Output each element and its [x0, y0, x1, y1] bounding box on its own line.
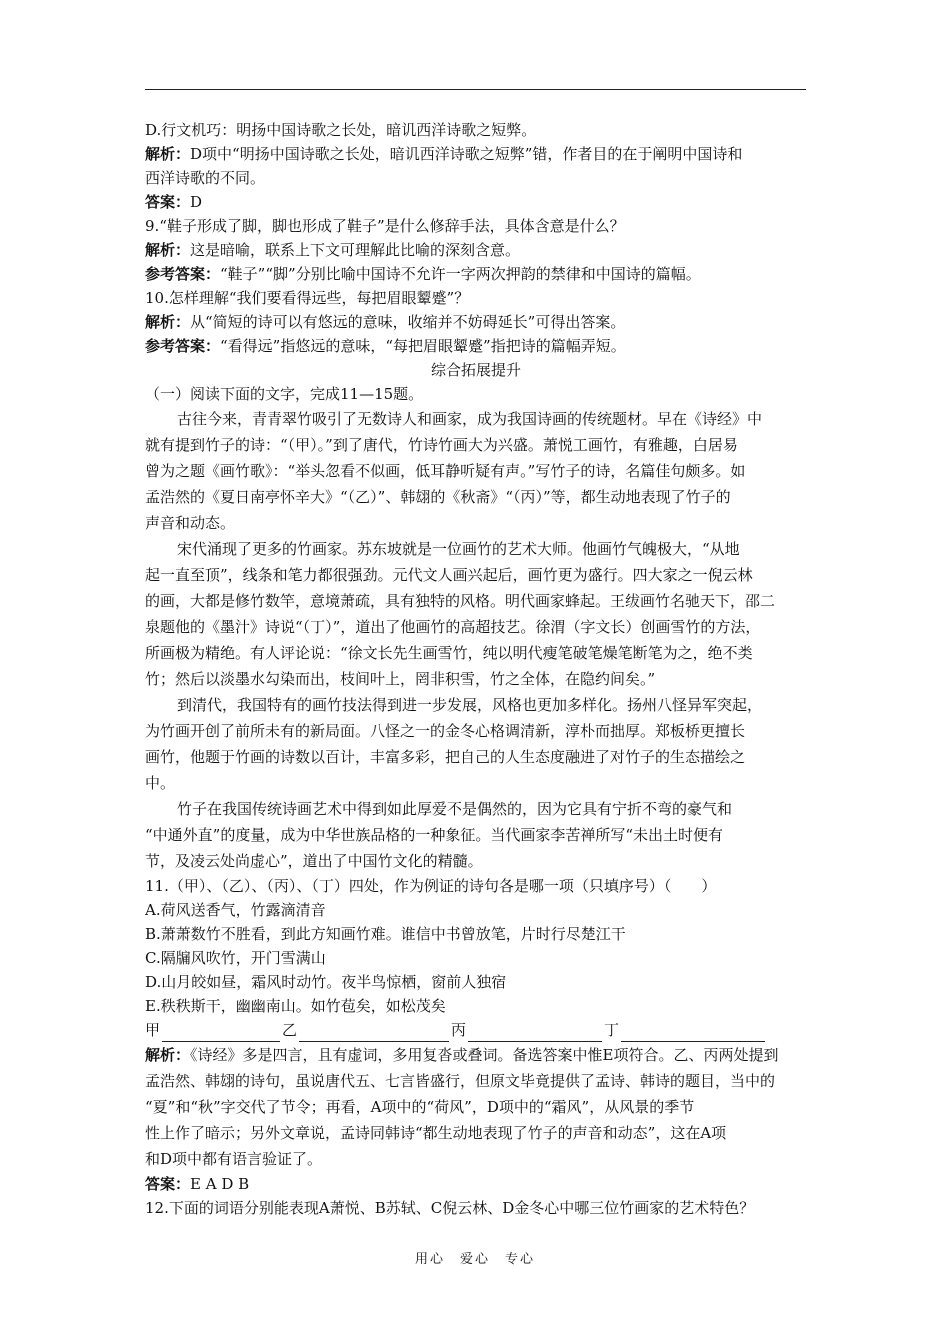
analysis-text: D项中“明扬中国诗歌之长处，暗讥西洋诗歌之短弊”错，作者目的在于阐明中国诗和	[190, 145, 743, 163]
question-11: 11.（甲）、（乙）、（丙）、（丁）四处，作为例证的诗句各是哪一项（只填序号）（ ）	[145, 877, 717, 895]
analysis-text: 从“简短的诗可以有悠远的意味，收缩并不妨碍延长”可得出答案。	[190, 313, 626, 331]
analysis-11-line: 和D项中都有语言验证了。	[145, 1150, 323, 1168]
option-c: C.隔牖风吹竹，开门雪满山	[145, 949, 326, 967]
ref-answer-label: 参考答案：	[145, 265, 221, 283]
answer-text: E A D B	[190, 1175, 250, 1193]
paragraph-line: 声音和动态。	[145, 514, 236, 532]
paragraph-1	[145, 406, 807, 536]
ref-answer-text: “鞋子”“脚”分别比喻中国诗不允许一字两次押韵的禁律和中国诗的篇幅。	[220, 265, 701, 283]
paragraph-line: 所画极为精绝。有人评论说：“徐文长先生画雪竹，纯以明代瘦笔破笔燥笔断笔为之，绝不类	[145, 644, 753, 662]
paragraph-line: 为竹画开创了前所未有的新局面。八怪之一的金冬心格调清新，淳朴而拙厚。郑板桥更擅长	[145, 722, 746, 740]
fill-label-yi: 乙	[282, 1021, 298, 1039]
ref-answer-9	[145, 262, 807, 286]
paragraph-line: 宋代涌现了更多的竹画家。苏东坡就是一位画竹的艺术大师。他画竹气魄极大，“从地	[177, 540, 740, 558]
section-title: 综合拓展提升	[430, 361, 521, 379]
blank-bing[interactable]	[468, 1023, 602, 1042]
paragraph-line: 孟浩然的《夏日南亭怀辛大》“（乙）”、韩翃的《秋斋》“（丙）”等，都生动地表现了竹子的	[145, 488, 731, 506]
paragraph-line: 画竹，他题于竹画的诗数以百计，丰富多彩，把自己的人生态度融进了对竹子的生态描绘之	[145, 748, 746, 766]
fill-label-ding: 丁	[604, 1021, 620, 1039]
fill-label-bing: 丙	[451, 1021, 467, 1039]
answer-11	[145, 1172, 807, 1196]
analysis-label: 解析：	[145, 241, 191, 259]
analysis-continued: 西洋诗歌的不同。	[145, 169, 266, 187]
paragraph-line: 中。	[145, 774, 176, 792]
paragraph-line: 古往今来，青青翠竹吸引了无数诗人和画家，成为我国诗画的传统题材。早在《诗经》中	[177, 410, 763, 428]
analysis-11	[145, 1042, 807, 1068]
blank-yi[interactable]	[299, 1023, 449, 1042]
question-12: 12.下面的词语分别能表现A萧悦、B苏轼、C倪云林、D金冬心中哪三位竹画家的艺术特色？	[145, 1199, 755, 1217]
analysis-text: 这是暗喻，联系上下文可理解此比喻的深刻含意。	[190, 241, 521, 259]
option-d-line: D.行文机巧：明扬中国诗歌之长处，暗讥西洋诗歌之短弊。	[145, 121, 537, 139]
paragraph-line: 起一直至顶”，线条和笔力都很强劲。元代文人画兴起后，画竹更为盛行。四大家之一倪云林	[145, 566, 753, 584]
paragraph-line: 的画，大都是修竹数竿，意境萧疏，具有独特的风格。明代画家蜂起。王绂画竹名驰天下，邵二	[145, 592, 776, 610]
header-rule	[145, 89, 806, 90]
analysis-9	[145, 238, 807, 262]
analysis-11-line: 孟浩然、韩翃的诗句，虽说唐代五、七言皆盛行，但原文毕竟提供了孟诗、韩诗的题目，当中的	[145, 1072, 776, 1090]
answer-label: 答案：	[145, 193, 191, 211]
option-b: B.萧萧数竹不胜看，到此方知画竹难。谁信中书曾放笔，片时行尽楚江干	[145, 925, 626, 943]
paragraph-line: “中通外直”的度量，成为中华世族品格的一种象征。当代画家李苦禅所写“未出土时便有	[145, 826, 724, 844]
paragraph-line: 泉题他的《墨汁》诗说“（丁）”，道出了他画竹的高超技艺。徐渭（字文长）创画雪竹的方法，	[145, 618, 761, 636]
paragraph-line: 竹；然后以淡墨水勾染而出，枝间叶上，罔非积雪，竹之全体，在隐约间矣。”	[145, 670, 656, 688]
paragraph-3	[145, 692, 807, 796]
page-footer: 用心 爱心 专心	[414, 1252, 535, 1267]
analysis-11-line: “夏”和“秋”字交代了节令；再看，A项中的“荷风”，D项中的“霜风”，从风景的季节	[145, 1098, 695, 1116]
analysis-label: 解析：	[145, 145, 191, 163]
paragraph-line: 节，及凌云处尚虚心”，道出了中国竹文化的精髓。	[145, 852, 483, 870]
answer-line	[145, 190, 807, 214]
analysis-11-line: 性上作了暗示；另外文章说，孟诗同韩诗“都生动地表现了竹子的声音和动态”，这在A项	[145, 1124, 727, 1142]
blank-ding[interactable]	[621, 1023, 765, 1042]
ref-answer-10	[145, 334, 807, 358]
fill-in-blanks	[145, 1018, 807, 1042]
analysis-label: 解析：	[145, 313, 191, 331]
analysis-10	[145, 310, 807, 334]
analysis-label: 解析：	[145, 1046, 191, 1064]
answer-text: D	[190, 193, 203, 211]
analysis-text: 《诗经》多是四言，且有虚词，多用复沓或叠词。备选答案中惟E项符合。乙、丙两处提到	[190, 1046, 779, 1064]
paragraph-line: 竹子在我国传统诗画艺术中得到如此厚爱不是偶然的，因为它具有宁折不弯的豪气和	[177, 800, 733, 818]
fill-label-jia: 甲	[145, 1021, 161, 1039]
ref-answer-text: “看得远”指悠远的意味，“每把眉眼颦蹙”指把诗的篇幅弄短。	[220, 337, 626, 355]
paragraph-line: 就有提到竹子的诗：“（甲）。”到了唐代，竹诗竹画大为兴盛。萧悦工画竹，有雅趣，白居易	[145, 436, 738, 454]
paragraph-2	[145, 536, 807, 692]
blank-jia[interactable]	[162, 1023, 280, 1042]
option-a: A.荷风送香气，竹露滴清音	[145, 901, 326, 919]
paragraph-4	[145, 796, 807, 874]
analysis-line	[145, 142, 807, 166]
answer-label: 答案：	[145, 1175, 191, 1193]
ref-answer-label: 参考答案：	[145, 337, 221, 355]
option-d: D.山月皎如昼，霜风时动竹。夜半鸟惊栖，窗前人独宿	[145, 973, 507, 991]
question-9: 9.“鞋子形成了脚，脚也形成了鞋子”是什么修辞手法，具体含意是什么？	[145, 217, 625, 235]
paragraph-line: 曾为之题《画竹歌》：“举头忽看不似画，低耳静听疑有声。”写竹子的诗，名篇佳句颇多。如	[145, 462, 746, 480]
paragraph-line: 到清代，我国特有的画竹技法得到进一步发展，风格也更加多样化。扬州八怪异军突起，	[177, 696, 763, 714]
option-e: E.秩秩斯干，幽幽南山。如竹苞矣，如松茂矣	[145, 997, 446, 1015]
question-10: 10.怎样理解“我们要看得远些，每把眉眼颦蹙”？	[145, 289, 470, 307]
document-body	[145, 118, 807, 1220]
reading-intro: （一）阅读下面的文字，完成11—15题。	[145, 385, 424, 403]
